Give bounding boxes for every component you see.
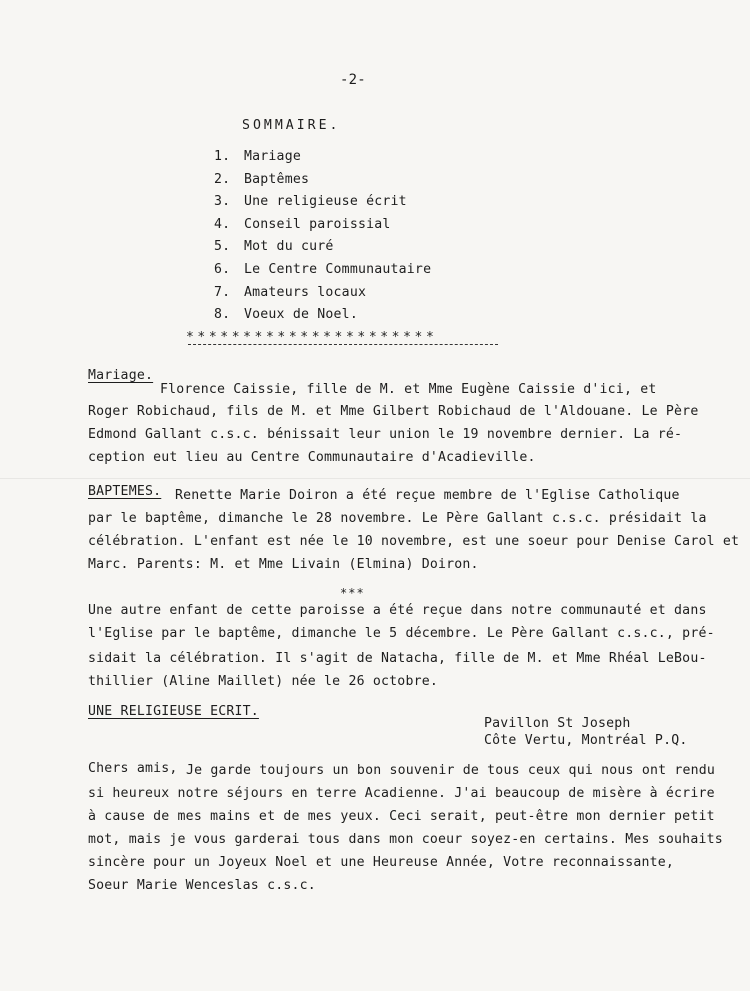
paragraph-line: l'Eglise par le baptême, dimanche le 5 décembre. Le Père Gallant c.s.c., pré- <box>88 626 715 641</box>
summary-title: SOMMAIRE. <box>242 118 341 133</box>
toc-number: 4. <box>214 217 231 232</box>
toc-item-label: Mot du curé <box>244 239 334 254</box>
toc-number: 3. <box>214 194 231 209</box>
address-line: Côte Vertu, Montréal P.Q. <box>484 733 688 748</box>
star-divider: *** <box>340 586 365 600</box>
paragraph-line: célébration. L'enfant est née le 10 novembre, est une soeur pour Denise Carol et <box>88 534 740 549</box>
toc-item-label: Le Centre Communautaire <box>244 262 432 277</box>
paragraph-line: Florence Caissie, fille de M. et Mme Eugène Caissie d'ici, et <box>160 382 657 397</box>
paragraph-line: thillier (Aline Maillet) née le 26 octobre. <box>88 674 439 689</box>
paragraph-line: ception eut lieu au Centre Communautaire d'Acadieville. <box>88 450 536 465</box>
paragraph-line: mot, mais je vous garderai tous dans mon coeur soyez-en certains. Mes souhaits <box>88 832 723 847</box>
toc-number: 5. <box>214 239 231 254</box>
toc-number: 2. <box>214 172 231 187</box>
letter-signature: Soeur Marie Wenceslas c.s.c. <box>88 878 316 893</box>
dashed-rule <box>188 344 498 345</box>
mariage-heading: Mariage. <box>88 368 154 383</box>
page-number: -2- <box>340 72 366 88</box>
paragraph-line: sidait la célébration. Il s'agit de Natacha, fille de M. et Mme Rhéal LeBou- <box>88 651 707 666</box>
paragraph-line: si heureux notre séjours en terre Acadienne. J'ai beaucoup de misère à écrire <box>88 786 715 801</box>
paragraph-line: Je garde toujours un bon souvenir de tous ceux qui nous ont rendu <box>186 763 716 778</box>
paragraph-line: Roger Robichaud, fils de M. et Mme Gilbert Robichaud de l'Aldouane. Le Père <box>88 404 699 419</box>
toc-item-label: Une religieuse écrit <box>244 194 407 209</box>
paragraph-line: Edmond Gallant c.s.c. bénissait leur union le 19 novembre dernier. La ré- <box>88 427 683 442</box>
paper-fold-line <box>0 478 750 479</box>
toc-item-label: Mariage <box>244 149 301 164</box>
paragraph-line: par le baptême, dimanche le 28 novembre. Le Père Gallant c.s.c. présidait la <box>88 511 707 526</box>
toc-number: 8. <box>214 307 231 322</box>
toc-item-label: Voeux de Noel. <box>244 307 358 322</box>
toc-number: 1. <box>214 149 231 164</box>
toc-item-label: Conseil paroissial <box>244 217 391 232</box>
toc-number: 6. <box>214 262 231 277</box>
religieuse-heading: UNE RELIGIEUSE ECRIT. <box>88 704 259 719</box>
address-line: Pavillon St Joseph <box>484 716 631 731</box>
toc-item-label: Baptêmes <box>244 172 310 187</box>
paragraph-line: Marc. Parents: M. et Mme Livain (Elmina) Doiron. <box>88 557 479 572</box>
toc-item-label: Amateurs locaux <box>244 285 367 300</box>
toc-number: 7. <box>214 285 231 300</box>
paragraph-line: Renette Marie Doiron a été reçue membre de l'Eglise Catholique <box>175 488 680 503</box>
paragraph-line: Une autre enfant de cette paroisse a été reçue dans notre communauté et dans <box>88 603 707 618</box>
paragraph-line: sincère pour un Joyeux Noel et une Heureuse Année, Votre reconnaissante, <box>88 855 675 870</box>
letter-greeting: Chers amis, <box>88 761 178 776</box>
paragraph-line: à cause de mes mains et de mes yeux. Ceci serait, peut-être mon dernier petit <box>88 809 715 824</box>
baptemes-heading: BAPTEMES. <box>88 484 162 499</box>
star-separator: ********************** <box>186 330 438 345</box>
